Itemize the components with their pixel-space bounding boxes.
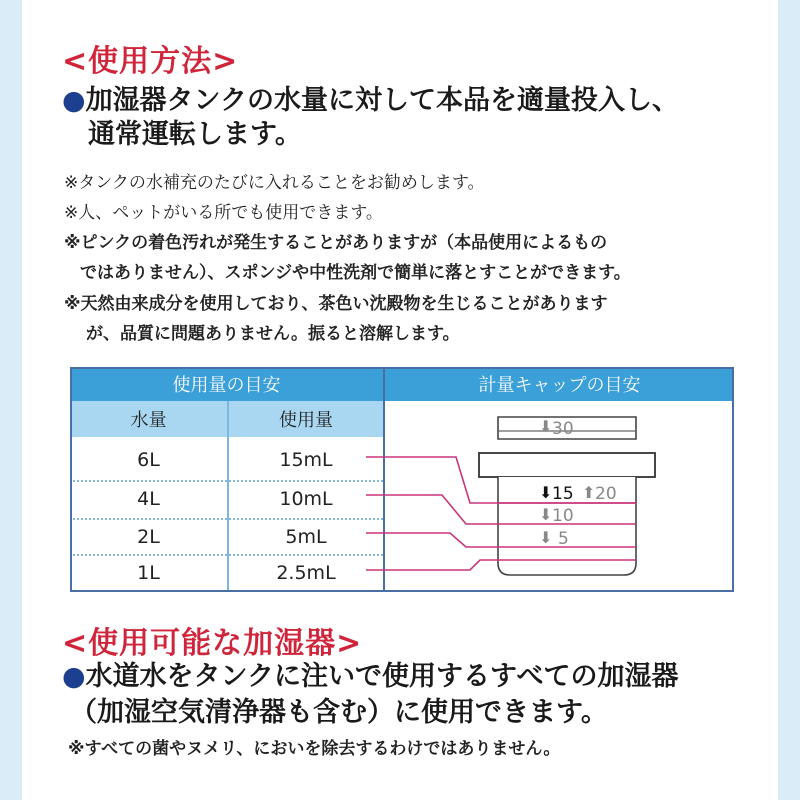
table-row-water: 1L [137,562,160,584]
table-row-amount: 2.5mL [276,562,336,584]
measuring-cap-diagram [70,367,734,592]
compatible-bullet-line2: （加湿空気清浄器も含む）に使用できます。 [70,697,608,728]
table-row-water: 6L [137,449,160,471]
bullet-dot-icon: ● [62,661,86,692]
usage-bullet [62,82,679,120]
table-row-water: 4L [137,488,160,510]
table-header-dosage: 使用量の目安 [70,367,383,401]
col-header-amount: 使用量 [229,401,383,437]
usage-note-3-cont: ではありません）、スポンジや中性洗剤で簡単に落とすことができます。 [80,263,631,283]
usage-note-1: ※タンクの水補充のたびに入れることをお勧めします。 [64,173,485,193]
compatible-bullet-line1: 水道水をタンクに注いで使用するすべての加湿器 [85,661,679,692]
compatible-note: ※すべての菌やヌメリ、においを除去するわけではありません。 [68,739,561,759]
cap-flange [479,453,655,477]
col-header-water: 水量 [70,401,227,437]
usage-note-3: ※ピンクの着色汚れが発生することがありますが（本品使用によるもの [64,233,608,253]
usage-note-2: ※人、ペットがいる所でも使用できます。 [64,203,383,223]
table-header-cap: 計量キャップの目安 [385,367,734,401]
cap-mark-30: 30 [552,419,574,439]
usage-note-4: ※天然由来成分を使用しており、茶色い沈殿物を生じることがあります [64,294,608,314]
compatible-heading: <使用可能な加湿器> [62,626,363,661]
usage-bullet-line1: 加湿器タンクの水量に対して本品を適量投入し、 [85,85,680,116]
dosage-table [70,367,734,592]
usage-bullet-line2: 通常運転します。 [88,119,302,150]
cap-mark-10: 10 [552,506,574,526]
table-row-amount: 15mL [279,449,333,471]
table-row-amount: 10mL [279,488,333,510]
up-arrow-icon: ⬆ [582,483,596,502]
down-arrow-icon: ⬇ [539,528,553,547]
usage-heading: <使用方法> [62,44,239,79]
usage-note-4-cont: が、品質に問題ありません。振ると溶解します。 [86,324,460,344]
compatible-bullet [62,658,678,696]
cap-mark-20: 20 [595,484,617,504]
down-arrow-icon: ⬇ [539,483,553,502]
cap-mark-5: 5 [558,529,569,549]
bullet-dot-icon: ● [62,85,86,116]
down-arrow-icon: ⬇ [539,505,553,524]
table-row-amount: 5mL [285,526,327,548]
cap-mark-15: 15 [552,484,574,504]
down-arrow-icon: ⬇ [539,417,553,436]
table-row-water: 2L [137,526,160,548]
